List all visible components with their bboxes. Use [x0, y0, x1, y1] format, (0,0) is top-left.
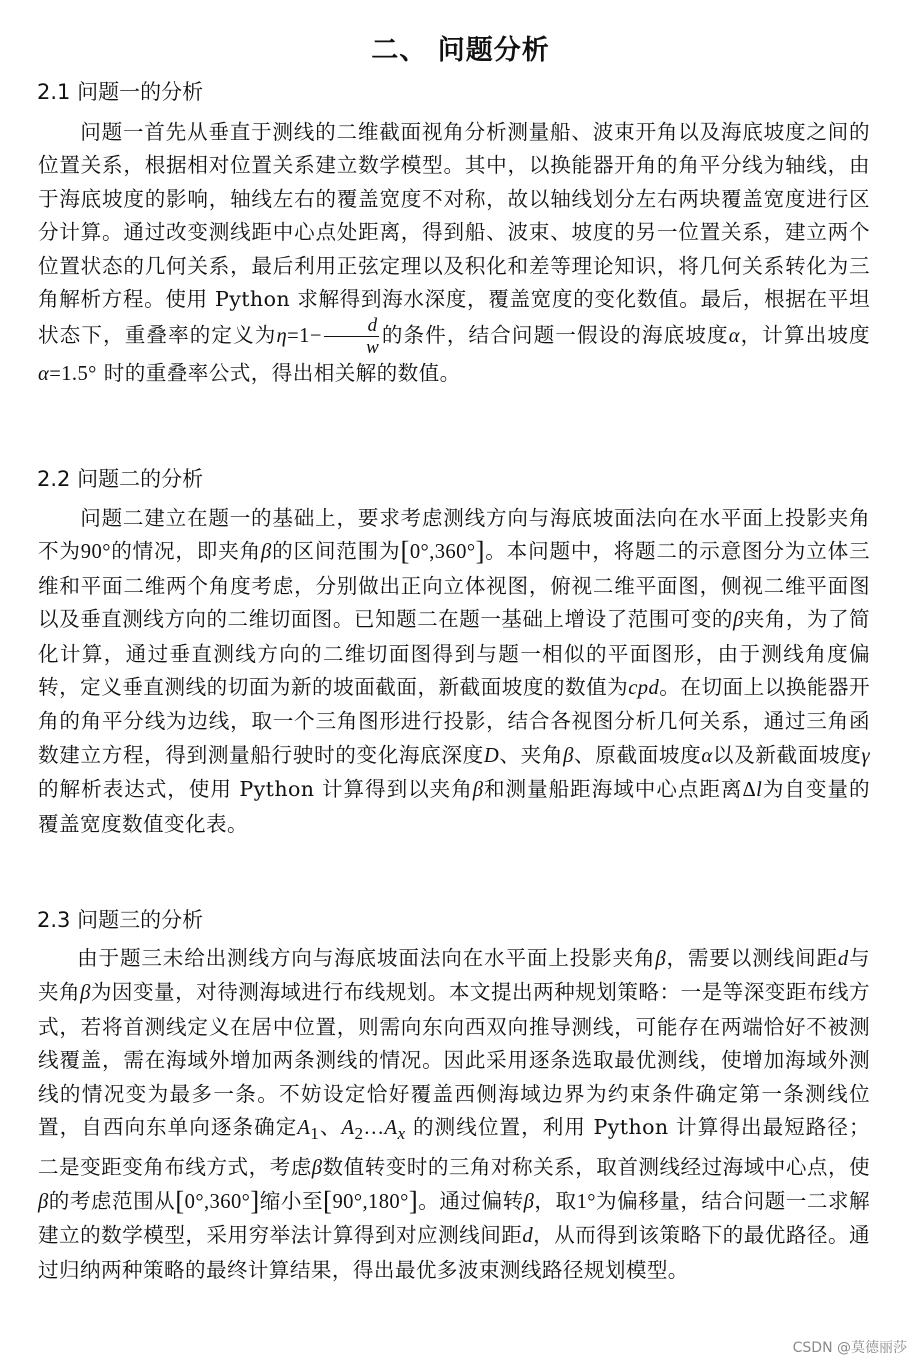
fraction-d-over-w: $\frac{d}{w}$ — [324, 316, 379, 357]
section-heading-2-3: 2.3 问题三的分析 — [37, 908, 204, 932]
paragraph-2-3: 由于题三未给出测线方向与海底坡面法向在水平面上投影夹角β，需要以测线间距d与夹角β为因变量，对待测海域进行布线规划。本文提出两种规划策略：一是等深变距布线方式，若将首测线定义在居中位置，则需向东向西双向推导测线，可能存在两端恰好不被测线覆盖，需在海域外增加两条测线的情况。因此采用逐条选取最优测线，使增加海域外测线的情况变为最多一条。不妨设定恰好覆盖西侧海域边界为约束条件确定第一条测线位置，自西向东单向逐条确定$A_1$、$A_2\dots A_x$ 的测线位置，利用 Python 计算得出最短路径；二是变距变角布线方式，考虑β数值转变时的三角对称关系，取首测线经过海域中心点，使β的考虑范围从[0°,360°]缩小至[90°,180°]。通过偏转β，取1°为偏移量，结合问题一二求解建立的数学模型，采用穷举法计算得到对应测线间距d，从而得到该策略下的最优路径。通过归纳两种策略的最终计算结果，得出最优多波束测线路径规划模型。 — [38, 946, 871, 1282]
section-heading-2-1: 2.1 问题一的分析 — [37, 80, 204, 104]
paragraph-2-1: 问题一首先从垂直于测线的二维截面视角分析测量船、波束开角以及海底坡度之间的位置关系，根据相对位置关系建立数学模型。其中，以换能器开角的角平分线为轴线，由于海底坡度的影响，轴线左右的覆盖宽度不对称，故以轴线划分左右两块覆盖宽度进行区分计算。通过改变测线距中心点处距离，得到船、波束、坡度的另一位置关系，建立两个位置状态的几何关系，最后利用正弦定理以及积化和差等理论知识，将几何关系转化为三角解析方程。使用 Python 求解得到海水深度，覆盖宽度的变化数值。最后，根据在平坦状态下，重叠率的定义为η=1− $\frac{d}{w}$ 的条件，结合问题一假设的海底坡度α，计算出坡度α=1.5° 时的重叠率公式，得出相关解的数值。 — [38, 120, 870, 386]
csdn-watermark: CSDN @莫德丽莎 — [792, 1340, 907, 1356]
section-heading-2-2: 2.2 问题二的分析 — [37, 467, 204, 491]
page-title: 二、 问题分析 — [371, 35, 550, 66]
paragraph-2-2: 问题二建立在题一的基础上，要求考虑测线方向与海底坡面法向在水平面上投影夹角不为90°的情况，即夹角β的区间范围为[0°,360°]。本问题中，将题二的示意图分为立体三维和平面二维两个角度考虑，分别做出正向立体视图，俯视二维平面图，侧视二维平面图以及垂直测线方向的二维切面图。已知题二在题一基础上增设了范围可变的β夹角，为了简化计算，通过垂直测线方向的二维切面图得到与题一相似的平面图形，由于测线角度偏转，定义垂直测线的切面为新的坡面截面，新截面坡度的数值为cpd。在切面上以换能器开角的角平分线为边线，取一个三角图形进行投影，结合各视图分析几何关系，通过三角函数建立方程，得到测量船行驶时的变化海底深度D、夹角β、原截面坡度α以及新截面坡度γ的解析表达式，使用 Python 计算得到以夹角β和测量船距海域中心点距离Δl为自变量的覆盖宽度数值变化表。 — [38, 506, 871, 836]
